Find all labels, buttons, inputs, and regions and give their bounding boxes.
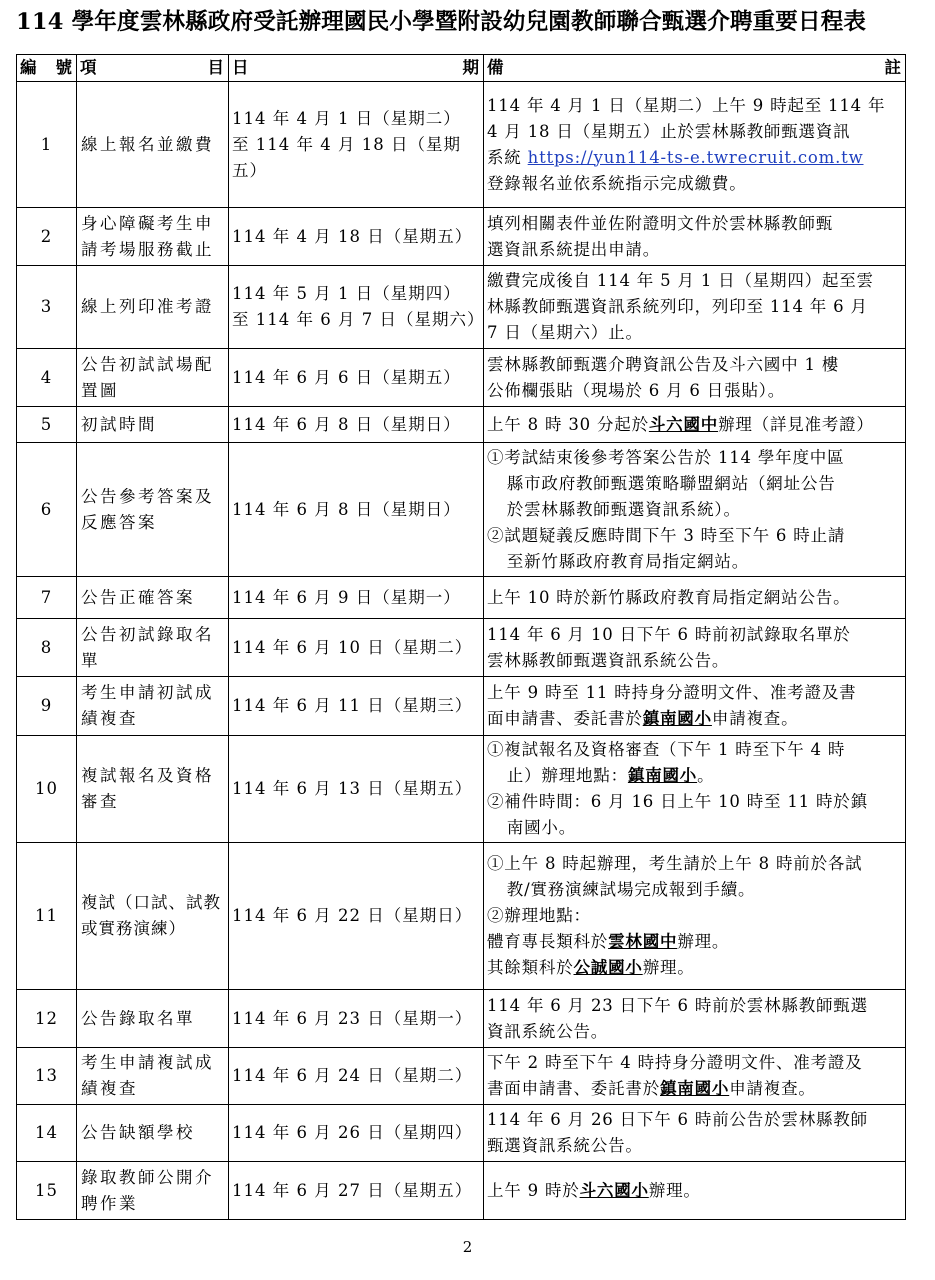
row-date: 114 年 6 月 23 日（星期一） [229,990,484,1048]
venue-name: 雲林國中 [608,932,678,951]
table-row [17,407,906,443]
row-note: ①考試結束後參考答案公告於 114 學年度中區 縣市政府教師甄選策略聯盟網站（網址公告 於雲林縣教師甄選資訊系統）。 ②試題疑義反應時間下午 3 時至下午 6 時止請 至新竹縣政府教育局指定網站。 [484,443,906,577]
row-item: 考生申請複試成 績複查 [77,1048,229,1105]
row-note: 繳費完成後自 114 年 5 月 1 日（星期四）起至雲 林縣教師甄選資訊系統列印，列印至 114 年 6 月 7 日（星期六）止。 [484,266,906,349]
row-note: 114 年 6 月 10 日下午 6 時前初試錄取名單於 雲林縣教師甄選資訊系統公告。 [484,619,906,677]
header-item: 項 目 [77,55,229,82]
row-item: 錄取教師公開介 聘作業 [77,1162,229,1220]
venue-name: 斗六國小 [579,1180,649,1200]
page-number: 2 [462,1238,473,1256]
row-note: 114 年 6 月 26 日下午 6 時前公告於雲林縣教師 甄選資訊系統公告。 [484,1105,906,1162]
row-number: 13 [17,1048,77,1105]
row-number: 4 [17,349,77,407]
row-item: 考生申請初試成 績複查 [77,677,229,736]
header-number: 編 號 [17,55,77,82]
venue-name: 鎮南國小 [660,1079,730,1098]
row-note: 上午 10 時於新竹縣政府教育局指定網站公告。 [484,577,906,619]
row-number: 1 [17,82,77,208]
row-date: 114 年 4 月 18 日（星期五） [229,208,484,266]
row-date: 114 年 6 月 13 日（星期五） [229,736,484,843]
venue-name: 公誠國小 [573,958,643,977]
row-item: 公告缺額學校 [77,1105,229,1162]
table-row [17,82,906,208]
row-number: 15 [17,1162,77,1220]
row-note: 上午 9 時於斗六國小辦理。 [484,1162,906,1220]
table-row [17,208,906,266]
row-note: 下午 2 時至下午 4 時持身分證明文件、准考證及 書面申請書、委託書於鎮南國小申請複查。 [484,1048,906,1105]
table-row [17,619,906,677]
row-date: 114 年 4 月 1 日（星期二） 至 114 年 4 月 18 日（星期 五） [229,82,484,208]
row-number: 12 [17,990,77,1048]
row-item: 線上列印准考證 [77,266,229,349]
row-item: 公告初試錄取名 單 [77,619,229,677]
row-item: 公告初試試場配 置圖 [77,349,229,407]
row-item: 公告參考答案及 反應答案 [77,443,229,577]
row-note: 114 年 4 月 1 日（星期二）上午 9 時起至 114 年 4 月 18 日（星期五）止於雲林縣教師甄選資訊 系統 https://yun114-ts-e.twrecruit.com.tw 登錄報名並依系統指示完成繳費。 [484,82,906,208]
row-note: 上午 8 時 30 分起於斗六國中辦理（詳見准考證） [484,407,906,443]
table-header-row [17,55,906,82]
row-item: 公告錄取名單 [77,990,229,1048]
table-row [17,1105,906,1162]
row-number: 10 [17,736,77,843]
table-row [17,349,906,407]
row-date: 114 年 6 月 6 日（星期五） [229,349,484,407]
venue-name: 鎮南國小 [627,766,698,785]
header-date: 日 期 [229,55,484,82]
row-number: 6 [17,443,77,577]
table-row [17,1048,906,1105]
row-date: 114 年 6 月 27 日（星期五） [229,1162,484,1220]
row-number: 8 [17,619,77,677]
row-date: 114 年 6 月 26 日（星期四） [229,1105,484,1162]
row-number: 7 [17,577,77,619]
venue-name: 斗六國中 [648,414,719,434]
row-number: 11 [17,843,77,990]
row-date: 114 年 6 月 8 日（星期日） [229,443,484,577]
row-date: 114 年 5 月 1 日（星期四） 至 114 年 6 月 7 日（星期六） [229,266,484,349]
row-note: 上午 9 時至 11 時持身分證明文件、准考證及書 面申請書、委託書於鎮南國小申請複查。 [484,677,906,736]
row-number: 14 [17,1105,77,1162]
row-item: 初試時間 [77,407,229,443]
registration-system-link[interactable]: https://yun114-ts-e.twrecruit.com.tw [527,147,864,167]
schedule-table [16,54,906,1220]
row-date: 114 年 6 月 8 日（星期日） [229,407,484,443]
table-row [17,736,906,843]
row-date: 114 年 6 月 10 日（星期二） [229,619,484,677]
row-note: ①上午 8 時起辦理，考生請於上午 8 時前於各試 教/實務演練試場完成報到手續。 ②辦理地點： 體育專長類科於雲林國中辦理。 其餘類科於公誠國小辦理。 [484,843,906,990]
row-number: 2 [17,208,77,266]
table-row [17,677,906,736]
page-title: 114 學年度雲林縣政府受託辦理國民小學暨附設幼兒園教師聯合甄選介聘重要日程表 [16,9,867,35]
table-row [17,990,906,1048]
row-item: 複試報名及資格 審查 [77,736,229,843]
table-row [17,266,906,349]
row-date: 114 年 6 月 11 日（星期三） [229,677,484,736]
row-item: 線上報名並繳費 [77,82,229,208]
row-note: 114 年 6 月 23 日下午 6 時前於雲林縣教師甄選 資訊系統公告。 [484,990,906,1048]
table-row [17,1162,906,1220]
table-row [17,843,906,990]
venue-name: 鎮南國小 [642,709,712,728]
row-date: 114 年 6 月 24 日（星期二） [229,1048,484,1105]
row-item: 複試（口試、試教 或實務演練） [77,843,229,990]
table-row [17,443,906,577]
row-number: 9 [17,677,77,736]
row-date: 114 年 6 月 9 日（星期一） [229,577,484,619]
row-note: ①複試報名及資格審查（下午 1 時至下午 4 時 止）辦理地點：鎮南國小。 ②補件時間：6 月 16 日上午 10 時至 11 時於鎮 南國小。 [484,736,906,843]
row-item: 身心障礙考生申 請考場服務截止 [77,208,229,266]
row-note: 填列相關表件並佐附證明文件於雲林縣教師甄 選資訊系統提出申請。 [484,208,906,266]
table-row [17,577,906,619]
row-item: 公告正確答案 [77,577,229,619]
row-number: 5 [17,407,77,443]
row-number: 3 [17,266,77,349]
row-note: 雲林縣教師甄選介聘資訊公告及斗六國中 1 樓 公佈欄張貼（現場於 6 月 6 日張貼）。 [484,349,906,407]
row-date: 114 年 6 月 22 日（星期日） [229,843,484,990]
header-note: 備 註 [484,55,906,82]
